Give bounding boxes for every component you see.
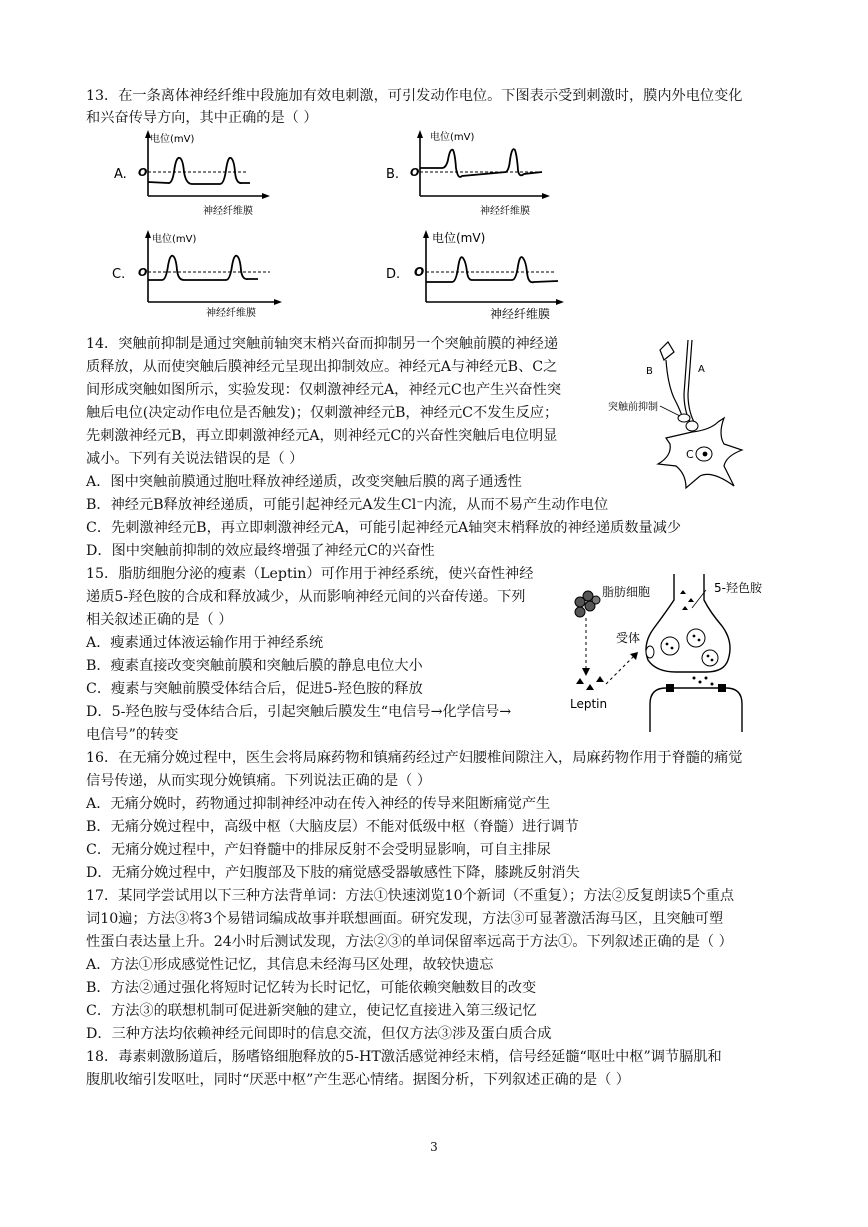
q17-stem-line-1: 17．某同学尝试用以下三种方法背单词：方法①快速浏览10个新词（不重复）；方法②反复朗读5个重点 <box>86 888 735 904</box>
origin-label: O <box>414 265 425 279</box>
label-presynaptic-inhibition: 突触前抑制 <box>608 402 658 413</box>
label-fat-cell: 脂肪细胞 <box>602 585 651 599</box>
q14-stem-line-2: 质释放，从而使突触后膜神经元呈现出抑制效应。神经元A与神经元B、C之 <box>86 359 558 375</box>
q14-stem-line-6: 减小。下列有关说法错误的是（ ） <box>86 451 304 467</box>
q14-option-d: D．图中突触前抑制的效应最终增强了神经元C的兴奋性 <box>86 543 435 559</box>
q13-chart-b-xlabel: 神经纤维膜 <box>480 206 530 217</box>
leptin-to-receptor-arrow <box>630 652 638 660</box>
q14-option-c: C．先刺激神经元B，再立即刺激神经元A，可能引起神经元A轴突末梢释放的神经递质数量减少 <box>86 520 682 536</box>
q14-stem-line-5: 先刺激神经元B，再立即刺激神经元A，则神经元C的兴奋性突触后电位明显 <box>86 428 558 444</box>
vesicle-1 <box>661 637 679 655</box>
label-receptor: 受体 <box>616 631 641 645</box>
q16-stem-line-2: 信号传递，从而实现分娩镇痛。下列说法正确的是（ ） <box>86 773 432 789</box>
y-axis-arrow <box>417 130 423 138</box>
q13-chart-a-ylabel: 电位(mV) <box>150 134 195 145</box>
q17-option-a: A．方法①形成感觉性记忆，其信息未经海马区处理，故较快遗忘 <box>86 957 494 973</box>
x-axis-arrow <box>274 299 282 305</box>
q15-synapse-figure <box>566 572 766 732</box>
q14-stem-line-4: 触后电位(决定动作电位是否触发)；仅刺激神经元B，神经元C不发生反应； <box>86 405 559 421</box>
page-number: 3 <box>430 1140 438 1154</box>
q13-stem-line-2: 和兴奋传导方向，其中正确的是（ ） <box>86 110 318 126</box>
q13-chart-d-letter: D. <box>386 267 401 282</box>
q17-stem-line-2: 词10遍；方法③将3个易错词编成故事并联想画面。研究发现，方法③可显著激活海马区，且突触可塑 <box>86 911 724 927</box>
q15-stem-line-1: 15．脂肪细胞分泌的瘦素（Leptin）可作用于神经系统，使兴奋性神经 <box>86 566 534 582</box>
q13-chart-d-ylabel: 电位(mV) <box>432 231 486 245</box>
q14-option-b: B．神经元B释放神经递质，可能引起神经元A发生Cl⁻内流，从而不易产生动作电位 <box>86 497 609 513</box>
nucleolus <box>703 452 708 457</box>
q16-option-a: A．无痛分娩时，药物通过抑制神经冲动在传入神经的传导来阻断痛觉产生 <box>86 796 551 812</box>
potential-curve <box>420 149 542 177</box>
q13-chart-c-ylabel: 电位(mV) <box>152 234 197 245</box>
label-c: C <box>686 448 694 461</box>
fat-cell-cluster <box>575 591 600 617</box>
q17-option-c: C．方法③的联想机制可促进新突触的建立，使记忆直接进入第三级记忆 <box>86 1003 537 1019</box>
x-axis-arrow <box>262 193 270 199</box>
q16-option-b: B．无痛分娩过程中，高级中枢（大脑皮层）不能对低级中枢（脊髓）进行调节 <box>86 819 579 835</box>
x-axis-arrow <box>542 193 550 199</box>
q15-option-d-line-1: D．5-羟色胺与受体结合后，引起突触后膜发生“电信号→化学信号→ <box>86 704 512 720</box>
q15-option-b: B．瘦素直接改变突触前膜和突触后膜的静息电位大小 <box>86 658 423 674</box>
pointer-line <box>660 406 680 416</box>
q13-chart-a <box>108 126 278 218</box>
q13-chart-d-xlabel: 神经纤维膜 <box>490 307 551 321</box>
origin-label: O <box>138 166 148 179</box>
q13-chart-b-letter: B. <box>386 167 400 182</box>
label-a: A <box>698 364 705 375</box>
q13-chart-d <box>382 226 572 322</box>
q13-chart-c-xlabel: 神经纤维膜 <box>206 308 256 318</box>
label-serotonin: 5-羟色胺 <box>714 581 762 595</box>
axon-b <box>666 360 682 416</box>
receptor-shape <box>646 646 654 658</box>
potential-curve <box>148 256 258 280</box>
q15-option-d-line-2: 电信号”的转变 <box>86 727 179 743</box>
q15-stem-line-2: 递质5-羟色胺的合成和释放减少，从而影响神经元间的兴奋传递。下列 <box>86 589 526 605</box>
q14-option-a: A．图中突触前膜通过胞吐释放神经递质，改变突触后膜的离子通透性 <box>86 474 522 490</box>
q17-stem-line-3: 性蛋白表达量上升。24小时后测试发现，方法②③的单词保留率远高于方法①。下列叙述正确的是（ ） <box>86 934 733 950</box>
q18-stem-line-2: 腹肌收缩引发呕吐，同时“厌恶中枢”产生恶心情绪。据图分析，下列叙述正确的是（ ） <box>86 1072 630 1088</box>
label-b: B <box>646 366 653 377</box>
leptin-path-arrow <box>582 668 590 676</box>
q16-option-d: D．无痛分娩过程中，产妇腹部及下肢的痛觉感受器敏感性下降，膝跳反射消失 <box>86 865 580 881</box>
post-receptor-1 <box>666 684 674 692</box>
leptin-to-receptor <box>606 656 634 684</box>
x-axis-arrow <box>556 299 564 305</box>
y-axis-arrow <box>423 230 429 238</box>
potential-curve <box>148 158 250 184</box>
y-axis-arrow <box>145 230 151 238</box>
leptin-molecules <box>576 676 604 690</box>
vesicle-3 <box>702 650 718 666</box>
q15-stem-line-3: 相关叙述正确的是（ ） <box>86 612 233 628</box>
q15-option-a: A．瘦素通过体液运输作用于神经系统 <box>86 635 324 651</box>
q15-option-c: C．瘦素与突触前膜受体结合后，促进5-羟色胺的释放 <box>86 681 423 697</box>
q14-stem-line-3: 间形成突触如图所示，实验发现：仅刺激神经元A，神经元C也产生兴奋性突 <box>86 382 562 398</box>
q17-option-b: B．方法②通过强化将短时记忆转为长时记忆，可能依赖突触数目的改变 <box>86 980 537 996</box>
q13-chart-a-letter: A. <box>114 167 127 182</box>
q16-stem-line-1: 16．在无痛分娩过程中，医生会将局麻药物和镇痛药经过产妇腰椎间隙注入，局麻药物作用于脊髓的痛觉 <box>86 750 743 766</box>
q14-neuron-figure <box>606 338 756 490</box>
vesicle-2 <box>687 629 705 647</box>
q17-option-d: D．三种方法均依赖神经元间即时的信息交流，但仅方法③涉及蛋白质合成 <box>86 1026 552 1042</box>
origin-label: O <box>138 266 148 279</box>
neuron-b-body <box>660 342 674 360</box>
q16-option-c: C．无痛分娩过程中，产妇脊髓中的排尿反射不会受明显影响，可自主排尿 <box>86 842 551 858</box>
axon-a-edge <box>688 340 694 422</box>
postsynaptic-membrane <box>650 688 742 732</box>
q13-stem-line-1: 13．在一条离体神经纤维中段施加有效电刺激，可引发动作电位。下图表示受到刺激时，膜内外电位变化 <box>86 88 743 104</box>
q13-chart-b <box>382 126 557 218</box>
origin-label: O <box>410 166 420 179</box>
label-leptin: Leptin <box>570 697 608 711</box>
q13-chart-c <box>108 226 288 318</box>
post-receptor-2 <box>718 684 726 692</box>
q18-stem-line-1: 18．毒素刺激肠道后，肠嗜铬细胞释放的5-HT激活感觉神经末梢，信号经延髓“呕吐中枢”调节膈肌和 <box>86 1049 722 1065</box>
potential-curve <box>426 257 558 282</box>
q13-chart-a-xlabel: 神经纤维膜 <box>203 206 253 217</box>
terminal-a <box>686 421 698 431</box>
q14-stem-line-1: 14．突触前抑制是通过突触前轴突末梢兴奋而抑制另一个突触前膜的神经递 <box>86 336 559 352</box>
terminal-b <box>678 414 690 422</box>
q13-chart-b-ylabel: 电位(mV) <box>430 132 475 143</box>
q13-chart-c-letter: C. <box>112 267 126 282</box>
